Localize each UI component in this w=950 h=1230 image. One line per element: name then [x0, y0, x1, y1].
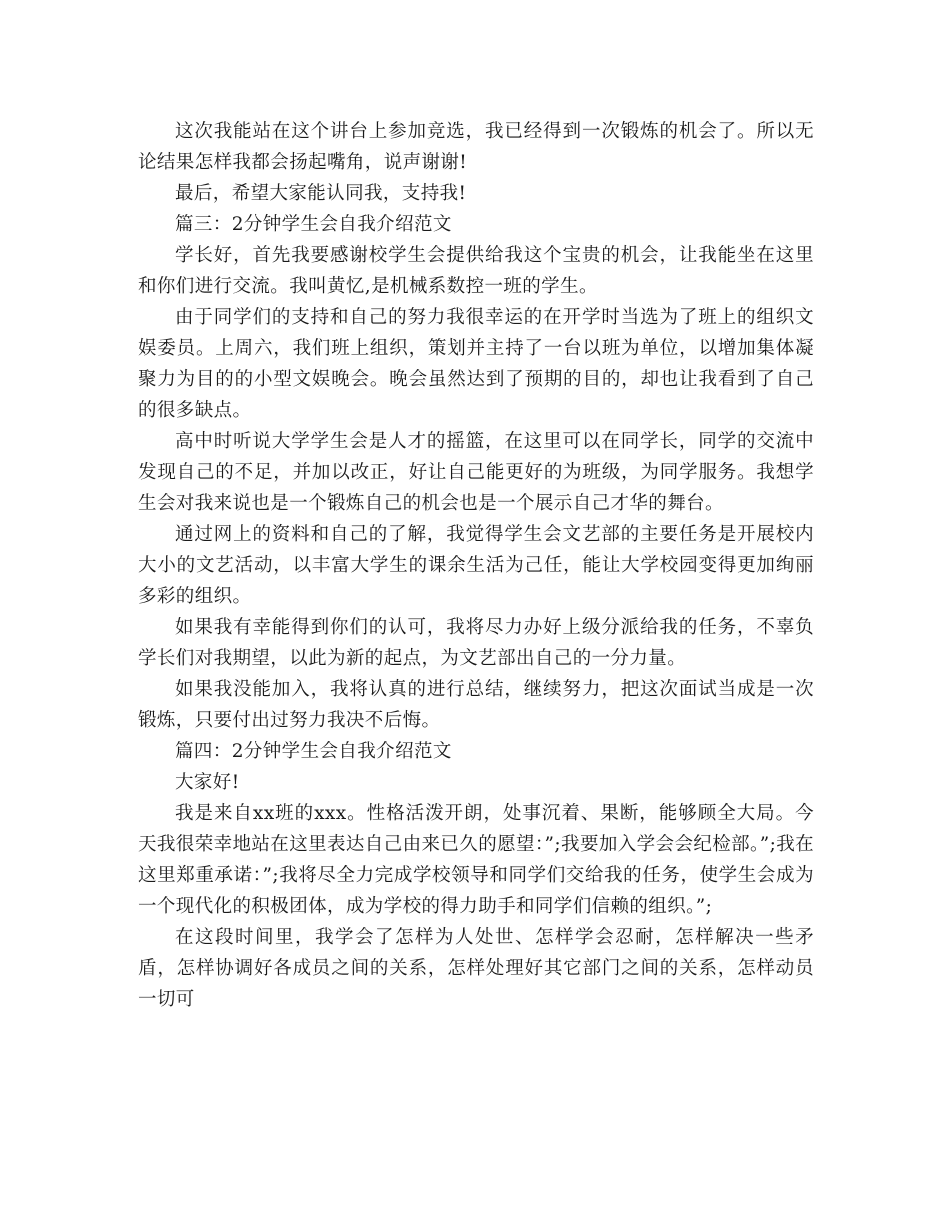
paragraph: 通过网上的资料和自己的了解，我觉得学生会文艺部的主要任务是开展校内大小的文艺活动，以丰富大学生的课余生活为己任，能让大学校园变得更加绚丽多彩的组织。: [138, 524, 814, 607]
paragraph: 高中时听说大学学生会是人才的摇篮，在这里可以在同学长，同学的交流中发现自己的不足，并加以改正，好让自己能更好的为班级，为同学服务。我想学生会对我来说也是一个锻炼自己的机会也是一个展示自己才华的舞台。: [138, 431, 814, 514]
document-body: [138, 116, 814, 1015]
paragraph: 学长好，首先我要感谢校学生会提供给我这个宝贵的机会，让我能坐在这里和你们进行交流。我叫黄忆,是机械系数控一班的学生。: [138, 245, 814, 297]
section-heading: 篇三：2分钟学生会自我介绍范文: [175, 214, 452, 235]
paragraph: 我是来自xx班的xxx。性格活泼开朗，处事沉着、果断，能够顾全大局。今天我很荣幸地站在这里表达自己由来已久的愿望：”;我要加入学会会纪检部。”;我在这里郑重承诺：”;我将尽全力完成学校领导和同学们交给我的任务，使学生会成为一个现代化的积极团体，成为学校的得力助手和同学们信赖的组织。”;: [138, 803, 814, 917]
paragraph: 由于同学们的支持和自己的努力我很幸运的在开学时当选为了班上的组织文娱委员。上周六，我们班上组织，策划并主持了一台以班为单位，以增加集体凝聚力为目的的小型文娱晚会。晚会虽然达到了预期的目的，却也让我看到了自己的很多缺点。: [138, 307, 814, 421]
paragraph: 这次我能站在这个讲台上参加竞选，我已经得到一次锻炼的机会了。所以无论结果怎样我都会扬起嘴角，说声谢谢!: [138, 121, 814, 173]
paragraph: 如果我有幸能得到你们的认可，我将尽力办好上级分派给我的任务，不辜负学长们对我期望，以此为新的起点，为文艺部出自己的一分力量。: [138, 617, 814, 669]
paragraph: 在这段时间里，我学会了怎样为人处世、怎样学会忍耐，怎样解决一些矛盾，怎样协调好各成员之间的关系，怎样处理好其它部门之间的关系，怎样动员一切可: [138, 927, 814, 1010]
paragraph: 如果我没能加入，我将认真的进行总结，继续努力，把这次面试当成是一次锻炼，只要付出过努力我决不后悔。: [138, 679, 814, 731]
section-heading: 篇四：2分钟学生会自我介绍范文: [175, 741, 452, 762]
paragraph: 最后，希望大家能认同我，支持我!: [175, 183, 467, 204]
paragraph: 大家好!: [175, 772, 240, 793]
